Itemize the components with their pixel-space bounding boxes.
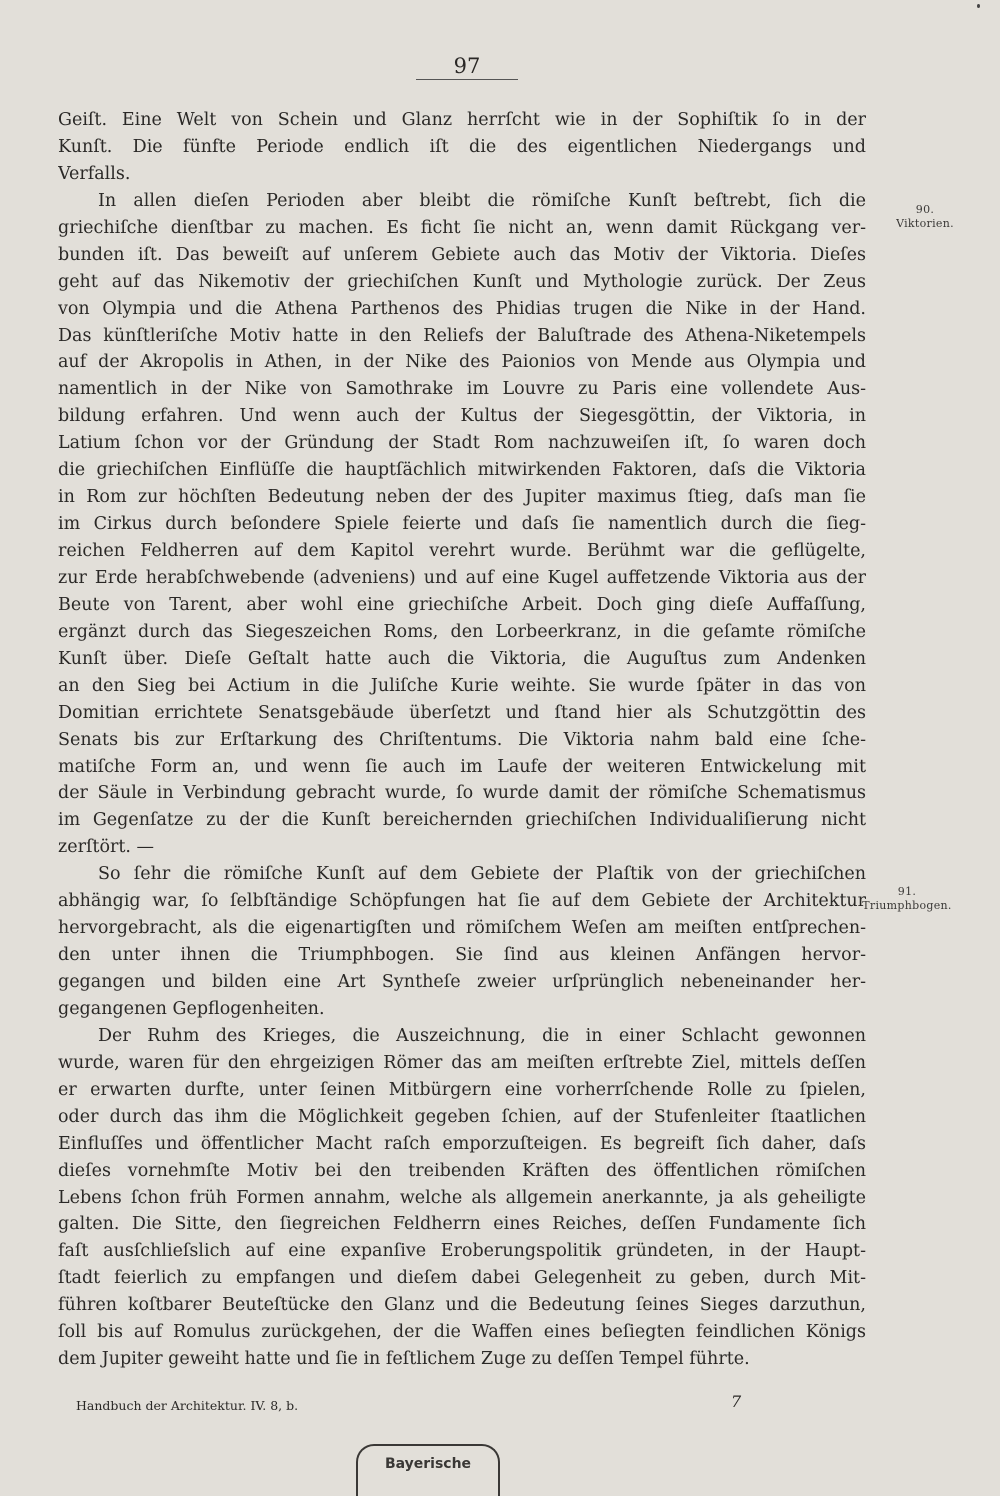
text-line: wurde, waren für den ehrgeizigen Römer das am meiſten erſtrebte Ziel, mittels deſſen (58, 1052, 866, 1073)
text-line: Der Ruhm des Krieges, die Auszeichnung, die in einer Schlacht gewonnen (98, 1025, 866, 1046)
text-line: dem Jupiter geweiht hatte und ſie in feſtlichem Zuge zu deſſen Tempel führte. (58, 1349, 750, 1370)
text-line: Senats bis zur Erſtarkung des Chriſtentums. Die Viktoria nahm bald eine ſche- (58, 729, 866, 750)
text-line: zur Erde herabſchwebende (adveniens) und auf eine Kugel auffetzende Viktoria aus der (58, 567, 866, 588)
text-line: in Rom zur höchſten Bedeutung neben der des Jupiter maximus ſtieg, daſs man ſie (58, 487, 866, 508)
text-line: galten. Die Sitte, den ſiegreichen Feldherrn eines Reiches, deſſen Fundamente ſich (58, 1214, 866, 1235)
text-line: Lebens ſchon früh Formen annahm, welche als allgemein anerkannte, ja als geheiligte (58, 1187, 866, 1208)
text-line: gegangenen Gepflogenheiten. (58, 998, 325, 1019)
text-line: matiſche Form an, und wenn ſie auch im Laufe der weiteren Entwickelung mit (58, 756, 866, 777)
text-line: griechiſche dienſtbar zu machen. Es ficht ſie nicht an, wenn damit Rückgang ver- (58, 217, 866, 238)
text-line: die griechiſchen Einflüſſe die hauptſächlich mitwirkenden Faktoren, daſs die Viktoria (58, 460, 866, 481)
text-line: bunden iſt. Das beweiſt auf unſerem Gebiete auch das Motiv der Viktoria. Dieſes (58, 244, 866, 265)
text-line: Einfluſſes und öffentlicher Macht raſch emporzuſteigen. Es begreift ſich daher, daſs (58, 1133, 866, 1154)
margin-note-viktorien (886, 203, 964, 231)
margin-note-triumphbogen (852, 885, 962, 913)
text-line: im Cirkus durch beſondere Spiele feierte und daſs ſie namentlich durch die ſieg- (58, 514, 866, 535)
text-line: im Gegenſatze zu der die Kunſt bereichernden griechiſchen Individualiſierung nicht (58, 810, 866, 831)
signature-mark: 7 (731, 1392, 742, 1411)
text-line: ergänzt durch das Siegeszeichen Roms, den Lorbeerkranz, in die geſamte römiſche (58, 621, 866, 642)
margin-note-label: Triumphbogen. (862, 899, 952, 912)
text-line: abhängig war, ſo ſelbſtändige Schöpfungen hat ſie auf dem Gebiete der Architektur (58, 891, 866, 912)
text-line: Latium ſchon vor der Gründung der Stadt Rom nachzuweiſen iſt, ſo waren doch (58, 433, 866, 454)
text-line: reichen Feldherren auf dem Kapitol verehrt wurde. Berühmt war die geflügelte, (58, 541, 866, 561)
text-line: In allen dieſen Perioden aber bleibt die römiſche Kunſt beſtrebt, ſich die (98, 190, 866, 211)
text-line: ſtadt feierlich zu empfangen und dieſem dabei Gelegenheit zu geben, durch Mit- (58, 1268, 866, 1289)
text-line: an den Sieg bei Actium in die Juliſche Kurie weihte. Sie wurde ſpäter in das von (58, 675, 866, 696)
text-line: dieſes vornehmſte Motiv bei den treibenden Kräften des öffentlichen römiſchen (58, 1160, 866, 1181)
text-line: Geiſt. Eine Welt von Schein und Glanz herrſcht wie in der Sophiſtik ſo in der (58, 110, 866, 130)
text-line: Beute von Tarent, aber wohl eine griechiſche Arbeit. Doch ging dieſe Auffaſſung, (58, 594, 866, 615)
text-line: der Säule in Verbindung gebracht wurde, ſo wurde damit der römiſche Schematismus (58, 783, 866, 804)
text-line: geht auf das Nikemotiv der griechiſchen Kunſt und Mythologie zurück. Der Zeus (58, 271, 866, 292)
text-line: er erwarten durfte, unter ſeinen Mitbürgern eine vorherrſchende Rolle zu ſpielen, (58, 1079, 866, 1100)
text-line: hervorgebracht, als die eigenartigſten und römiſchem Weſen am meiſten entſprechen- (58, 918, 866, 939)
margin-note-label: Viktorien. (896, 217, 954, 230)
text-line: auf der Akropolis in Athen, in der Nike des Paionios von Mende aus Olympia und (58, 352, 866, 373)
text-line: Das künſtleriſche Motiv hatte in den Reliefs der Baluſtrade des Athena-Niketempels (58, 325, 866, 346)
text-line: Domitian errichtete Senatsgebäude überſetzt und ſtand hier als Schutzgöttin des (58, 702, 866, 723)
text-line: gegangen und bilden eine Art Syntheſe zweier urſprünglich nebeneinander her- (58, 972, 866, 992)
text-line: faſt ausſchlieſslich auf eine expanſive Eroberungspolitik gründeten, in der Haupt- (58, 1241, 866, 1262)
text-line: ſoll bis auf Romulus zurückgehen, der die Waffen eines beſiegten feindlichen Königs (58, 1322, 866, 1343)
body-text (58, 107, 866, 1373)
text-line: oder durch das ihm die Möglichkeit gegeben ſchien, auf der Stufenleiter ſtaatlichen (58, 1106, 866, 1127)
margin-note-number: 91. (897, 885, 917, 898)
text-line: bildung erfahren. Und wenn auch der Kultus der Siegesgöttin, der Viktoria, in (58, 406, 866, 427)
text-line: führen koſtbarer Beuteſtücke den Glanz und die Bedeutung ſeines Sieges darzuthun, (58, 1295, 866, 1316)
text-line: von Olympia und die Athena Parthenos des Phidias trugen die Nike in der Hand. (58, 298, 866, 319)
footer-book-title: Handbuch der Architektur. IV. 8, b. (76, 1398, 299, 1413)
text-line: den unter ihnen die Triumphbogen. Sie ſind aus kleinen Anfängen hervor- (58, 945, 866, 966)
speck-mark (977, 4, 980, 8)
margin-note-number: 90. (915, 203, 935, 216)
text-line: namentlich in der Nike von Samothrake im Louvre zu Paris eine vollendete Aus- (58, 379, 866, 400)
footer (76, 1392, 756, 1414)
text-line: Kunſt. Die fünfte Periode endlich iſt die des eigentlichen Niedergangs und (58, 136, 866, 157)
text-line: So ſehr die römiſche Kunſt auf dem Gebiete der Plaſtik von der griechiſchen (98, 864, 866, 885)
text-line: zerſtört. — (58, 837, 155, 858)
page-number: 97 (416, 54, 518, 80)
text-line: Kunſt über. Dieſe Geſtalt hatte auch die Viktoria, die Auguſtus zum Andenken (58, 648, 866, 669)
text-line: Verfalls. (58, 163, 131, 184)
library-stamp: Bayerische (356, 1444, 500, 1496)
